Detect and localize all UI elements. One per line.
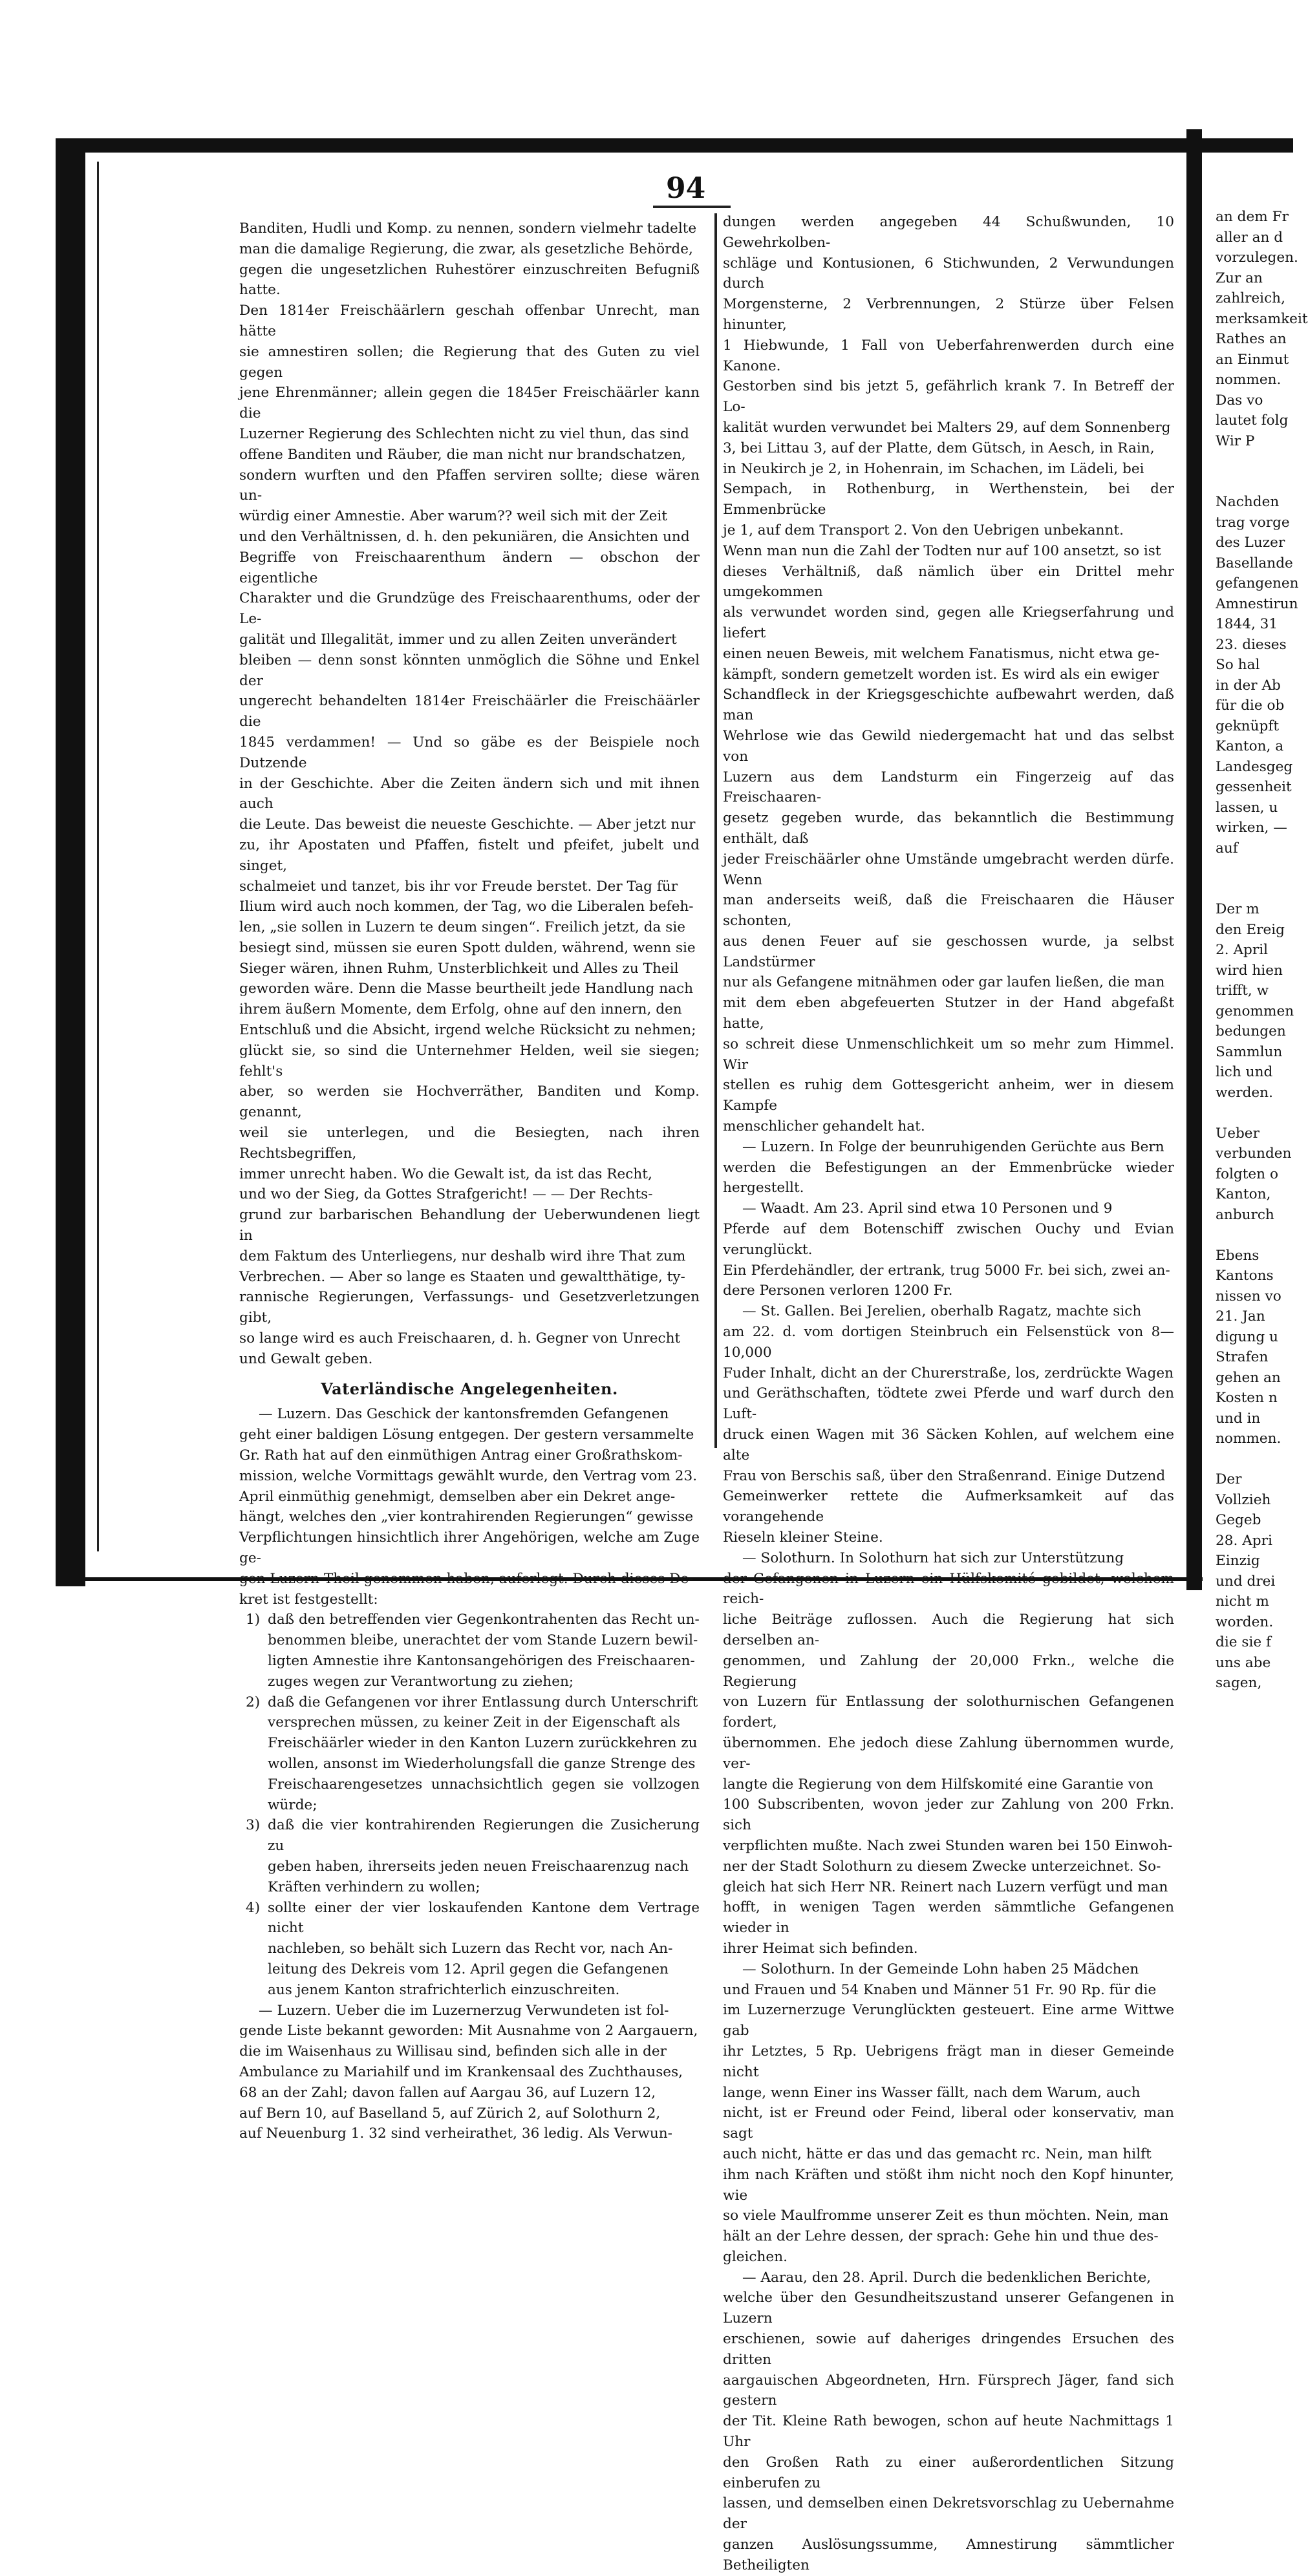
fragment-line bbox=[1216, 472, 1293, 493]
fragment-line: merksamkeit bbox=[1216, 310, 1308, 327]
fragment-line: Kantons bbox=[1216, 1268, 1274, 1284]
fragment-line: Nachden bbox=[1216, 494, 1280, 510]
fragment-line: den Ereig bbox=[1216, 921, 1285, 938]
right-column bbox=[723, 212, 1174, 2576]
fragment-line: nissen vo bbox=[1216, 1288, 1281, 1304]
fragment-line: lassen, u bbox=[1216, 799, 1278, 816]
decree-item-number: 2) bbox=[246, 1694, 261, 1710]
fragment-line: an Einmut bbox=[1216, 351, 1289, 368]
decree-item bbox=[239, 1898, 700, 2001]
fragment-line: gessenheit bbox=[1216, 779, 1292, 795]
article-paragraph: dungen werden angegeben 44 Schußwunden, 10 Gewehrkolben- schläge und Kontusionen, 6 Stichwunden, 2 Verwundungen durch Morgensterne, 2 Verbrennungen, 2 Stürze über Felsen hinunter, 1 Hiebwunde, 1 Fall von Ueberfahrenwerden durch eine Kanone. Gestorben sind bis jetzt 5, gefährlich krank 7. In Betreff der Lo- kalität wurden verwundet bei Malters 29, auf dem Sonnenberg 3, bei Littau 3, auf der Platte, dem Gütsch, in Aesch, in Rain, in Neukirch je 2, in Hohenrain, im Schachen, im Lädeli, bei Sempach, in Rothenburg, in Werthenstein, bei der Emmenbrücke je 1, auf dem Transport 2. Von den Uebrigen unbekannt. Wenn man nun die Zahl der Todten nur auf 100 ansetzt, so ist dieses Verhältniß, daß nämlich über ein Drittel mehr umgekommen als verwundet worden sind, gegen alle Kriegserfahrung und liefert einen neuen Beweis, mit welchem Fanatismus, nicht etwa ge- kämpft, sondern gemetzelt worden ist. Es wird als ein ewiger Schandfleck in der Kriegsgeschichte aufbewahrt werden, daß man Wehrlose wie das Gewild niedergemacht hat und das selbst von Luzern aus dem Landsturm ein Fingerzeig auf das Freischaaren- gesetz gegeben wurde, das bekanntlich die Bestimmung enthält, daß jeder Freischäärler ohne Umstände umgebracht werden dürfe. Wenn man anderseits weiß, daß die Freischaaren die Häuser schonten, aus denen Feuer auf sie geschossen wurde, ja selbst Landstürmer nur als Gefangene mitnähmen oder gar laufen ließen, die man mit dem eben abgefeuerten Stutzer in der Hand abgefaßt hatte, so schreit diese Unmenschlichkeit um so mehr zum Himmel. Wir stellen es ruhig dem Gottesgericht anheim, wer in diesem Kampfe menschlicher gehandelt hat. bbox=[723, 214, 1174, 1135]
fragment-line: 1844, 31 bbox=[1216, 616, 1278, 632]
fragment-line: lautet folg bbox=[1216, 412, 1289, 429]
decree-item-number: 1) bbox=[246, 1612, 261, 1628]
page-number: 94 bbox=[666, 172, 706, 205]
fragment-line: wirken, — bbox=[1216, 820, 1287, 836]
fragment-line: 28. Apri bbox=[1216, 1532, 1272, 1549]
news-item-luzern: — Luzern. In Folge der beunruhigenden Gerüchte aus Bern werden die Befestigungen an der Emmenbrücke wieder hergestellt. bbox=[723, 1138, 1174, 1197]
decree-item-text: sollte einer der vier loskaufenden Kantone dem Vertrage nicht nachleben, so behält sich Luzern das Recht vor, nach An- leitung des Dekreis vom 12. April gegen die Gefangenen aus jenem Kanton strafrichterlich einzuschreiten. bbox=[268, 1899, 700, 1998]
fragment-line: Ebens bbox=[1216, 1247, 1260, 1264]
article-paragraph: Banditen, Hudli und Komp. zu nennen, sondern vielmehr tadelte man die damalige Regierung, die zwar, als gesetzliche Behörde, gegen die ungesetzlichen Ruhestörer einzuschreiten Befugniß hatte. Den 1814er Freischäärlern geschah offenbar Unrecht, man hätte sie amnestiren sollen; die Regierung that des Guten zu viel gegen jene Ehrenmänner; allein gegen die 1845er Freischäärler kann die Luzerner Regierung des Schlechten nicht zu viel thun, das sind offene Banditen und Räuber, die man nicht nur brandschatzen, sondern wurften und den Pfaffen serviren sollte; diese wären un- würdig einer Amnestie. Aber warum?? weil sich mit der Zeit und den Verhältnissen, d. h. den pekuniären, die Ansichten und Begriffe von Freischaarenthum ändern — obschon der eigentliche Charakter und die Grundzüge des Freischaarenthums, oder der Le- galität und Illegalität, immer und zu allen Zeiten unverändert bleiben — denn sonst könnten unmöglich die Söhne und Enkel der ungerecht behandelten 1814er Freischäärler die Freischäärler die 1845 verdammen! — Und so gäbe es der Beispiele noch Dutzende in der Geschichte. Aber die Zeiten ändern sich und mit ihnen auch die Leute. Das beweist die neueste Geschichte. — Aber jetzt nur zu, ihr Apostaten und Pfaffen, fistelt und pfeifet, jubelt und singet, schalmeiet und tanzet, bis ihr vor Freude berstet. Der Tag für Ilium wird auch noch kommen, der Tag, wo die Liberalen befeh- len, „sie sollen in Luzern te deum singen“. Freilich jetzt, da sie besiegt sind, müssen sie euren Spott dulden, während, wenn sie Sieger wären, ihnen Ruhm, Unsterblichkeit und Alles zu Theil geworden wäre. Denn die Masse beurtheilt jede Handlung nach ihrem äußern Momente, dem Erfolg, ohne auf den innern, den Entschluß und die Absicht, irgend welche Rücksicht zu nehmen; glückt sie, so sind die Unternehmer Helden, weil sie siegen; fehlt's aber, so werden sie Hochverräther, Banditen und Komp. genannt, weil sie unterlegen, und die Besiegten, nach ihren Rechtsbegriffen, immer unrecht haben. Wo die Gewalt ist, da ist das Recht, und wo der Sieg, da Gottes Strafgericht! — — Der Rechts- grund zur barbarischen Behandlung der Ueberwundenen liegt in dem Faktum des Unterliegens, nur deshalb wird ihre That zum Verbrechen. — Aber so lange es Staaten und gewaltthätige, ty- rannische Regierungen, Verfassungs- und Gesetzverletzungen gibt, so lange wird es auch Freischaaren, d. h. Gegner von Unrecht und Gewalt geben. bbox=[239, 220, 700, 1367]
page-edge-line bbox=[97, 162, 99, 1551]
fragment-line bbox=[1216, 879, 1293, 900]
fragment-line: Kanton, bbox=[1216, 1186, 1271, 1202]
fragment-line: nommen. bbox=[1216, 372, 1281, 388]
fragment-line: Einzig bbox=[1216, 1553, 1260, 1569]
fragment-line bbox=[1216, 1449, 1293, 1470]
fragment-line: in der Ab bbox=[1216, 677, 1281, 694]
fragment-line: worden. bbox=[1216, 1613, 1274, 1630]
decree-item bbox=[239, 1815, 700, 1897]
fragment-line: Ueber bbox=[1216, 1125, 1260, 1142]
scan-border-left bbox=[56, 138, 85, 1586]
decree-list bbox=[239, 1610, 700, 2000]
decree-item-number: 4) bbox=[246, 1899, 261, 1916]
news-item-aarau: — Aarau, den 28. April. Durch die bedenklichen Berichte, welche über den Gesundheitszustand unserer Gefangenen in Luzern erschienen, sowie auf daheriges dringendes Ersuchen des dritten aargauischen Abgeordneten, Hrn. Fürsprech Jäger, fand sich gestern der Tit. Kleine Rath bewogen, schon auf heute Nachmittags 1 Uhr den Großen Rath zu einer außerordentlichen Sitzung einberufen zu lassen, und demselben einen Dekretsvorschlag zu Uebernahme der ganzen Auslösungssumme, Amnestirung sämmtlicher Betheiligten bbox=[723, 2269, 1174, 2573]
fragment-line: Vollzieh bbox=[1216, 1491, 1271, 1508]
fragment-line: des Luzer bbox=[1216, 535, 1285, 551]
fragment-line bbox=[1216, 451, 1293, 472]
decree-item bbox=[239, 1692, 700, 1816]
fragment-line: vorzulegen. bbox=[1216, 250, 1298, 266]
fragment-line: sagen, bbox=[1216, 1675, 1262, 1691]
fragment-line: Strafen bbox=[1216, 1349, 1269, 1365]
fragment-line: und drei bbox=[1216, 1573, 1276, 1590]
fragment-line: nommen. bbox=[1216, 1431, 1281, 1447]
news-item-solothurn: — Solothurn. In Solothurn hat sich zur Unterstützung der Gefangenen in Luzern ein Hülfskomité gebildet, welchem reich- liche Beiträge zuflossen. Auch die Regierung hat sich derselben an- genommen, und Zahlung der 20,000 Frkn., welche die Regierung von Luzern für Entlassung der solothurnischen Gefangenen fordert, übernommen. Ehe jedoch diese Zahlung übernommen wurde, ver- langte die Regierung von dem Hilfskomité eine Garantie von 100 Subscribenten, wovon jeder zur Zahlung von 200 Frkn. sich verpflichten mußte. Nach zwei Stunden waren bei 150 Einwoh- ner der Stadt Solothurn zu diesem Zwecke unterzeichnet. So- gleich hat sich Herr NR. Reinert nach Luzern verfügt und man hofft, in wenigen Tagen werden sämmtliche Gefangenen wieder in ihrer Heimat sich befinden. bbox=[723, 1549, 1174, 1957]
fragment-line: uns abe bbox=[1216, 1654, 1271, 1671]
fragment-line: wird hien bbox=[1216, 962, 1283, 979]
fragment-line: folgten o bbox=[1216, 1166, 1278, 1182]
decree-item bbox=[239, 1610, 700, 1692]
fragment-line: verbunden bbox=[1216, 1145, 1292, 1162]
column-divider bbox=[714, 213, 717, 1448]
fragment-line: genommen bbox=[1216, 1003, 1294, 1019]
fragment-line: werden. bbox=[1216, 1084, 1273, 1101]
news-item-waadt: — Waadt. Am 23. April sind etwa 10 Personen und 9 Pferde auf dem Botenschiff zwischen Ouchy und Evian verunglückt. Ein Pferdehändler, der ertrank, trug 5000 Fr. bei sich, zwei an- dere Personen verloren 1200 Fr. bbox=[723, 1200, 1174, 1299]
fragment-line: 21. Jan bbox=[1216, 1308, 1265, 1325]
fragment-line: 2. April bbox=[1216, 942, 1269, 958]
fragment-line: Landesgeg bbox=[1216, 758, 1293, 775]
fragment-line: anburch bbox=[1216, 1206, 1274, 1223]
news-item-solothurn-lohn: — Solothurn. In der Gemeinde Lohn haben 25 Mädchen und Frauen und 54 Knaben und Männer 51 Fr. 90 Rp. für die im Luzernerzuge Verunglückten gesteuert. Eine arme Wittwe gab ihr Letztes, 5 Rp. Uebrigens frägt man in dieser Gemeinde nicht lange, wenn Einer ins Wasser fällt, nach dem Warum, auch nicht, ist er Freund oder Feind, liberal oder konservativ, man sagt auch nicht, hätte er das und das gemacht rc. Nein, man hilft ihm nach Kräften und stößt ihm nicht noch den Kopf hinunter, wie so viele Maulfromme unserer Zeit es thun möchten. Nein, man hält an der Lehre dessen, der sprach: Gehe hin und thue des- gleichen. bbox=[723, 1961, 1174, 2265]
fragment-line: auf bbox=[1216, 840, 1238, 857]
left-column bbox=[239, 218, 700, 2144]
fragment-line: Rathes an bbox=[1216, 331, 1287, 347]
news-item-luzern-wounded: — Luzern. Ueber die im Luzernerzug Verwundeten ist fol- gende Liste bekannt geworden: Mit Ausnahme von 2 Aargauern, die im Waisenhaus zu Willisau sind, befinden sich alle in der Ambulance zu Mariahilf und im Krankensaal des Zuchthauses, 68 an der Zahl; davon fallen auf Aargau 36, auf Luzern 12, auf Bern 10, auf Baselland 5, auf Zürich 2, auf Solothurn 2, auf Neuenburg 1. 32 sind verheirathet, 36 ledig. Als Verwun- bbox=[239, 2002, 698, 2142]
fragment-line: Das vo bbox=[1216, 392, 1263, 409]
fragment-line: gehen an bbox=[1216, 1369, 1281, 1386]
fragment-line: So hal bbox=[1216, 657, 1260, 673]
fragment-line: bedungen bbox=[1216, 1023, 1286, 1039]
fragment-line: geknüpft bbox=[1216, 718, 1279, 734]
fragment-line: gefangenen bbox=[1216, 575, 1299, 591]
page-gutter bbox=[1186, 129, 1202, 1590]
fragment-line: Kosten n bbox=[1216, 1390, 1278, 1406]
fragment-line: digung u bbox=[1216, 1328, 1278, 1345]
fragment-line: 23. dieses bbox=[1216, 636, 1287, 653]
fragment-line: trag vorge bbox=[1216, 514, 1290, 531]
fragment-line: für die ob bbox=[1216, 697, 1285, 714]
fragment-line: Zur an bbox=[1216, 270, 1263, 286]
section-heading: Vaterländische Angelegenheiten. bbox=[321, 1379, 618, 1398]
scan-border-top bbox=[58, 138, 1293, 153]
fragment-line: trifft, w bbox=[1216, 983, 1269, 999]
page-number-rule bbox=[653, 206, 731, 208]
fragment-line: Der bbox=[1216, 1471, 1242, 1487]
decree-item-text: daß die vier kontrahirenden Regierungen die Zusicherung zu geben haben, ihrerseits jeden neuen Freischaarenzug nach Kräften verhindern zu wollen; bbox=[268, 1817, 700, 1895]
fragment-line bbox=[1216, 1225, 1293, 1246]
fragment-line: Der m bbox=[1216, 901, 1260, 917]
decree-item-text: daß die Gefangenen vor ihrer Entlassung durch Unterschrift versprechen müssen, zu keiner Zeit in der Eigenschaft als Freischäärler wieder in den Kanton Luzern zurückkehren zu wollen, ansonst im Wiederholungsfall die ganze Strenge des Freischaarengesetzes unnachsichtlich gegen sie vollzogen würde; bbox=[268, 1694, 700, 1813]
fragment-line: nicht m bbox=[1216, 1593, 1269, 1610]
decree-item-text: daß den betreffenden vier Gegenkontrahenten das Recht un- benommen bleibe, unerachtet der vom Stande Luzern bewil- ligten Amnestie ihre Kantonsangehörigen des Freischaaren- zuges wegen zur Verantwortung zu ziehen; bbox=[268, 1612, 700, 1690]
news-item-st-gallen: — St. Gallen. Bei Jerelien, oberhalb Ragatz, machte sich am 22. d. vom dortigen Steinbruch ein Felsenstück von 8—10,000 Fuder Inhalt, dicht an der Churerstraße, los, zerdrückte Wagen und Geräthschaften, tödtete zwei Pferde und warf durch den Luft- druck einen Wagen mit 36 Säcken Kohlen, auf welchem eine alte Frau von Berschis saß, über den Straßenrand. Einige Dutzend Gemeinwerker rettete die Aufmerksamkeit auf das vorangehende Rieseln kleiner Steine. bbox=[723, 1303, 1174, 1546]
fragment-line: lich und bbox=[1216, 1064, 1273, 1080]
fragment-line: Basellande bbox=[1216, 555, 1293, 571]
news-item-luzern: — Luzern. Das Geschick der kantonsfremden Gefangenen geht einer baldigen Lösung entgegen. Der gestern versammelte Gr. Rath hat auf den einmüthigen Antrag einer Großrathskom- mission, welche Vormittags gewählt wurde, den Vertrag vom 23. April einmüthig genehmigt, demselben aber ein Dekret ange- hängt, welches den „vier kontrahirenden Regierungen“ gewisse Verpflichtungen hinsichtlich ihrer Angehörigen, welche am Zuge ge- gen Luzern Theil genommen haben, auferlegt. Durch dieses De- kret ist festgestellt: bbox=[239, 1406, 700, 1608]
fragment-line: Amnestirun bbox=[1216, 595, 1298, 612]
fragment-line: Sammlun bbox=[1216, 1043, 1283, 1060]
fragment-line: zahlreich, bbox=[1216, 290, 1285, 306]
fragment-line: Wir P bbox=[1216, 432, 1255, 449]
fragment-line: aller an d bbox=[1216, 229, 1283, 246]
decree-item-number: 3) bbox=[246, 1817, 261, 1834]
fragment-line: die sie f bbox=[1216, 1634, 1271, 1650]
next-page-fragment bbox=[1216, 207, 1308, 1694]
fragment-line: und in bbox=[1216, 1410, 1261, 1427]
fragment-line: Gegeb bbox=[1216, 1512, 1261, 1528]
fragment-line: Kanton, a bbox=[1216, 738, 1284, 754]
fragment-line bbox=[1216, 858, 1293, 879]
fragment-line: an dem Fr bbox=[1216, 209, 1289, 225]
fragment-line bbox=[1216, 1103, 1293, 1123]
